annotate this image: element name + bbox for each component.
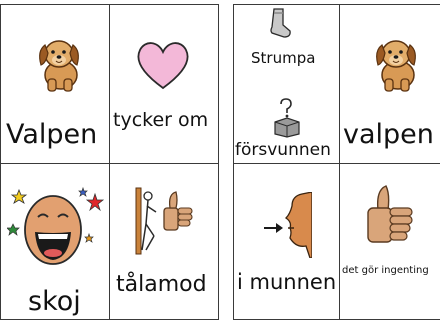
card-i-munnen bbox=[234, 164, 339, 320]
card-skoj bbox=[1, 164, 109, 320]
right-word-card-sheet bbox=[233, 4, 440, 320]
card-label: försvunnen bbox=[235, 140, 331, 160]
sock-icon bbox=[268, 7, 292, 39]
card-valpen bbox=[1, 5, 109, 163]
waiting-thumbs-up-icon bbox=[134, 186, 198, 256]
card-label: det gör ingenting bbox=[342, 265, 429, 276]
card-label: valpen bbox=[343, 119, 434, 150]
heart-icon bbox=[134, 38, 192, 92]
card-label: tycker om bbox=[113, 109, 209, 131]
puppy-icon bbox=[368, 35, 424, 95]
missing-sock-icon bbox=[272, 98, 302, 138]
left-word-card-sheet bbox=[0, 4, 219, 320]
puppy-icon bbox=[31, 35, 87, 95]
laughing-face-icon bbox=[7, 184, 107, 276]
card-label: Strumpa bbox=[251, 49, 316, 67]
card-talamod bbox=[110, 164, 220, 320]
card-label: i munnen bbox=[237, 270, 337, 294]
card-valpen-lower bbox=[340, 5, 440, 163]
card-label: Valpen bbox=[6, 119, 98, 150]
thumbs-up-icon bbox=[364, 184, 416, 244]
card-det-gor-ingenting bbox=[340, 164, 440, 320]
card-strumpa-forsvunnen bbox=[234, 5, 339, 163]
mouth-icon bbox=[262, 192, 312, 258]
card-tycker-om bbox=[110, 5, 220, 163]
card-label: tålamod bbox=[116, 272, 207, 297]
card-label: skoj bbox=[28, 286, 81, 317]
